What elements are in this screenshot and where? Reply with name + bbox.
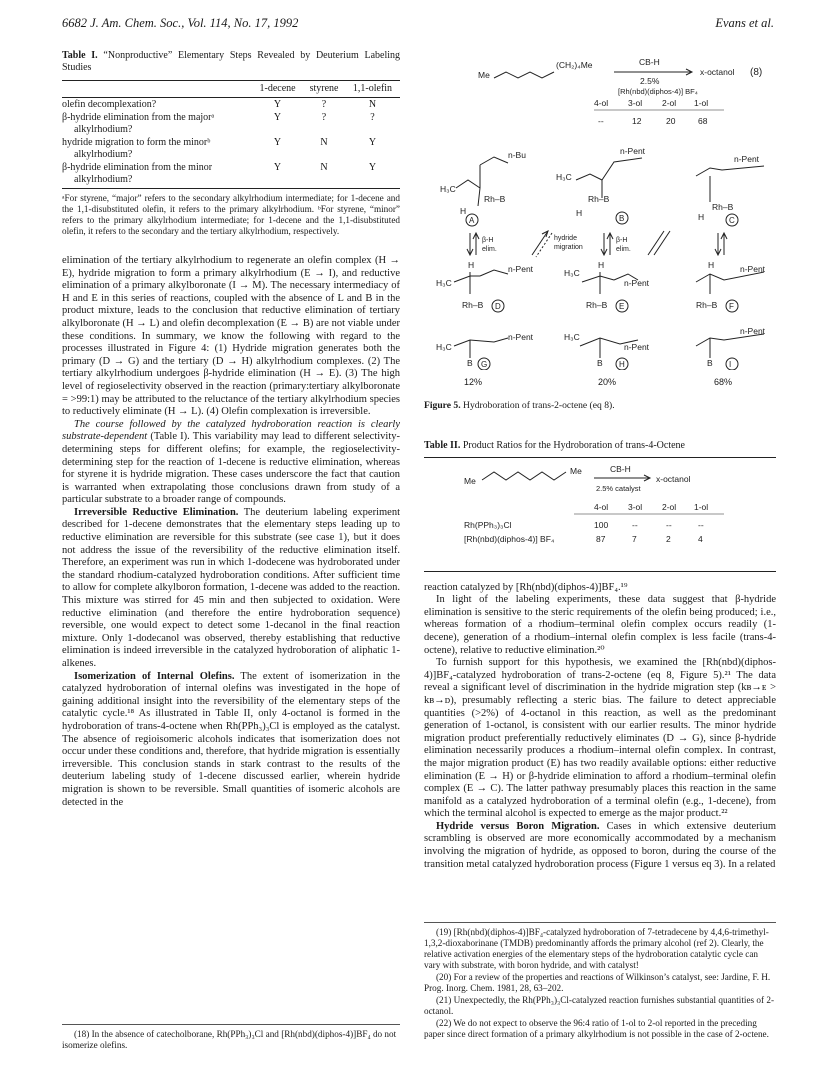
fig5-boron: B (707, 358, 713, 368)
right-column (424, 50, 776, 871)
running-head-right: Evans et al. (715, 16, 774, 30)
fig5-substituent: n-Pent (740, 326, 766, 336)
left-footnotes (62, 1024, 400, 1052)
table-row (62, 161, 400, 189)
table1 (62, 80, 400, 189)
body-paragraph: In light of the labeling experiments, these data suggest that β-hydride elimination is sensitive to the steric requirements of the olefin being produced; i.e., whereas formation of a rhodium–terminal olefin complex occurs readily (1-decene), generation of a rhodium–internal olefin complex is less facile (trans-4-octene), relative to reductive elimination.²⁰ (424, 594, 776, 656)
body-paragraph: The course followed by the catalyzed hydroboration reaction is clearly substrate-dependent (Table I). This variability may lead to different selectivity-determining steps for different olefins; for example, the regioselectivity-determining step for the reaction of 1-decene is reductive elimination, whereas for styrene it is hydride migration. These cases underscore the fact that caution is warranted when extrapolating those conclusions drawn from study of a particular substrate to a broader range of compounds. (62, 418, 400, 506)
body-paragraph: elimination of the tertiary alkylrhodium to regenerate an olefin complex (H → E), hydride migration to form a primary alkylrhodium (E → I), and reductive elimination of a primary alkylboronate (I → M). The necessary intermediacy of H and E in this series of reactions, coupled with the absence of L and B in the product mixture, leads to the conclusion that reductive elimination of tertiary alkylboronate (H → L) and olefin decomplexation (E → B) are not viable under these conditions. In summary, we know the following with regard to the processes illustrated in Figure 4: (1) Hydride migration generates both the primary (D → G) and the tertiary (D → H) alkylrhodium complexes. (2) The tertiary alkylrhodium undergoes β-hydride elimination (H → E). (3) The high level of regioselectivity observed in the reaction (primary:tertiary alkylboronate = >99:1) may be attributed to the reluctance of the tertiary alkylrhodium species to reductively eliminate (H → L). (4) Olefin complexation is irreversible. (62, 255, 400, 418)
table1-step: olefin decomplexation? (62, 98, 157, 110)
table2-catalyst: Rh(PPh₃)₃Cl (464, 519, 512, 530)
figure5 (424, 50, 776, 440)
eq8-product: x-octanol (700, 67, 735, 77)
fig5-hydrogen: H (708, 260, 715, 270)
footnote: (18) In the absence of catecholborane, Rh(PPh₃)₃Cl and [Rh(nbd)(diphos-4)]BF₄ do not isomerize olefins. (62, 1029, 397, 1050)
table1-cell: N (320, 137, 328, 148)
fig5-intermediate-f: F (729, 302, 734, 311)
table2-cell: -- (666, 519, 672, 530)
table2-cell: 2 (666, 533, 671, 544)
footnote: (20) For a review of the properties and reactions of Wilkinson’s catalyst, see: Jardine, F. H. Prog. Inorg. Chem. 1981, 28, 63–202. (424, 972, 771, 993)
fig5-methyl: H₃C (556, 172, 572, 182)
section-heading: Irreversible Reductive Elimination. (74, 506, 239, 518)
figure5-scheme (424, 50, 776, 370)
table2-cell: -- (698, 519, 704, 530)
right-footnotes (424, 922, 776, 1041)
fig5-substituent: n-Pent (620, 146, 646, 156)
table1-footnote: ᵃFor styrene, “major” refers to the secondary alkylrhodium intermediate; for 1-decene and the 1,1-disubstituted olefin, it refers to the primary alkylrhodium. ᵇFor styrene, “minor” refers to the primary alkylrhodium intermediate; for 1-decene and the 1,1-disubstituted olefin, it refers to the secondary and the tertiary alkylrhodium, respectively. (62, 193, 400, 236)
right-body-text (424, 582, 776, 872)
body-paragraph: Isomerization of Internal Olefins. The extent of isomerization in the catalyzed hydroboration of internal olefins was investigated in the hope of gaining additional insight into the reversibility of the elementary steps of the catalytic cycle.¹⁸ As illustrated in Table II, only 4-octanol is formed in the hydroboration of trans-4-octene when Rh(PPh₃)₃Cl is employed as the catalyst. The absence of regioisomeric alcohols indicates that isomerization does not occur under these conditions and, therefore, that hydride migration is essentially irreversible. This conclusion stands in stark contrast to the results of the deuterium labeling study of 1-decene discussed earlier, wherein hydride migration is shown to be reversible. Small quantities of isomeric alcohols are detected in the (62, 670, 401, 808)
fig5-percent: 20% (598, 377, 617, 387)
fig5-product-i: I (729, 360, 732, 369)
fig5-substituent: n-Pent (508, 332, 534, 342)
eq8-position: 4-ol (594, 98, 609, 108)
fig5-intermediate-e: E (619, 302, 625, 311)
fig5-step-label: hydride (554, 235, 577, 242)
eq8-position: 3-ol (628, 98, 643, 108)
fig5-step-label: elim. (616, 246, 631, 253)
table2-scheme (424, 458, 776, 573)
table-row (62, 136, 400, 161)
table1-cell: Y (368, 137, 377, 148)
table1-cell: ? (370, 112, 375, 123)
fig5-product-h: H (619, 360, 625, 369)
fig5-intermediate-b: B (619, 214, 625, 223)
figure5-caption (424, 400, 776, 413)
fig5-substituent: n-Pent (624, 278, 650, 288)
page-header (62, 16, 774, 36)
fig5-percent: 12% (464, 377, 483, 387)
table1-col-header: 1-decene (252, 81, 303, 98)
table2-title-text: Product Ratios for the Hydroboration of trans-4-Octene (462, 440, 685, 451)
fig5-substituent: n-Pent (740, 264, 766, 274)
table2-cell: 87 (596, 533, 606, 544)
fig5-percent: 68% (714, 377, 733, 387)
table2-col-header: 4-ol (594, 501, 609, 512)
fig5-hydrogen: H (460, 206, 467, 216)
fig5-intermediate-a: A (469, 216, 475, 225)
table1-col-header: 1,1-olefin (345, 81, 400, 98)
table1-label: Table I. (62, 50, 98, 61)
eq8-position: 1-ol (694, 98, 709, 108)
eq8-position: 2-ol (662, 98, 677, 108)
table2-title (424, 440, 776, 453)
table1-cell: Y (345, 161, 400, 189)
eq8-reagent: CB-H (639, 57, 660, 67)
table-row (62, 97, 400, 111)
table2 (424, 457, 776, 572)
table1-cell: N (368, 98, 377, 110)
table2-col-header: 2-ol (662, 501, 677, 512)
fig5-boron: B (597, 358, 603, 368)
running-head-left: 6682 J. Am. Chem. Soc., Vol. 114, No. 17, 1992 (62, 16, 299, 30)
fig5-hydrogen: H (698, 212, 705, 222)
table2-catalyst-loading: 2.5% catalyst (596, 483, 641, 493)
fig5-rhodium-boryl: Rh–B (484, 194, 506, 204)
table2-end-label: Me (570, 465, 582, 476)
fig5-methyl: H₃C (440, 184, 456, 194)
fig5-rhodium-boryl: Rh–B (588, 194, 610, 204)
table2-start-label: Me (464, 475, 476, 486)
footnote: (21) Unexpectedly, the Rh(PPh₃)₃Cl-catalyzed reaction furnishes substantial quantities of 2-octanol. (424, 995, 774, 1016)
eq8-value: -- (598, 116, 604, 126)
fig5-substituent: n-Pent (734, 154, 760, 164)
table1-title-text: “Nonproductive” Elementary Steps Revealed by Deuterium Labeling Studies (62, 50, 401, 73)
table1-cell: ? (321, 98, 327, 110)
fig5-substituent: n-Pent (624, 342, 650, 352)
fig5-substituent: n-Pent (508, 264, 534, 274)
table1-step: β-hydride elimination from the majorᵃ alkylrhodium? (62, 112, 215, 135)
eq8-number: (8) (750, 67, 763, 78)
table2-cell: 100 (594, 519, 609, 530)
body-paragraph: Hydride versus Boron Migration. Cases in which extensive deuterium scrambling is observed are more economically accommodated by a mechanism involving the migration of hydride, as opposed to boron, during the course of the transition metal catalyzed hydroboration process (Figure 1 versus eq 3). In a related (424, 820, 776, 870)
table1-cell: ? (321, 112, 327, 123)
fig5-rhodium-boryl: Rh–B (712, 202, 734, 212)
fig5-rhodium-boryl: Rh–B (586, 300, 608, 310)
table1-cell: N (303, 161, 345, 189)
fig5-hydrogen: H (576, 208, 583, 218)
table2-cell: 7 (632, 533, 637, 544)
eq8-substituent: (CH₂)₄Me (556, 60, 593, 70)
fig5-intermediate-c: C (729, 216, 735, 225)
fig5-substituent: n-Bu (508, 150, 526, 160)
fig5-hydrogen: H (468, 260, 475, 270)
eq8-value: 20 (666, 116, 676, 126)
eq8-start-label: Me (478, 70, 490, 80)
table2-col-header: 3-ol (628, 501, 643, 512)
table2-col-header: 1-ol (694, 501, 709, 512)
body-paragraph: Irreversible Reductive Elimination. The deuterium labeling experiment described for 1-decene demonstrates that the elementary steps leading up to reductive elimination are reversible for this substrate (see case 1), but it does not address the issue of the reversibility of the reductive elimination itself. Therefore, an experiment was run in which 1-dodecene was hydroborated under the standard rhodium-catalyzed hydroboration conditions. After sufficient time to allow for complete alkylboron formation, 1-decene was added to the reaction. This mixture was stirred for 45 min and then subjected to oxidation. Were reductive elimination (and therefore the entire hydroboration sequence) reversible, one would expect to detect some 1-decanol in the final reaction mixture. Only 1-dodecanol was observed, thereby establishing that reductive elimination is indeed irreversible in the catalyzed hydroboration of aliphatic 1-alkenes. (62, 506, 401, 669)
fig5-rhodium-boryl: Rh–B (462, 300, 484, 310)
fig5-step-label: β-H (482, 237, 494, 244)
figure5-caption-label: Figure 5. (424, 400, 461, 411)
section-heading: Isomerization of Internal Olefins. (74, 670, 235, 682)
table1-step: β-hydride elimination from the minor alkylrhodium? (62, 161, 252, 189)
fig5-methyl: H₃C (436, 342, 452, 352)
eq8-value: 12 (632, 116, 642, 126)
section-heading: Hydride versus Boron Migration. (436, 820, 600, 832)
fig5-methyl: H₃C (564, 332, 580, 342)
footnote: (19) [Rh(nbd)(diphos-4)]BF₄-catalyzed hydroboration of 7-tetradecene by 4,4,6-trimethyl-1,3,2-dioxaborinane (TMDB) predominantly affords the primary alcohol (ref 2). Clearly, the relative activation energies of the elementary steps of the hydroboration catalytic cycle can vary with substrate, with boron hydride, and with catalyst! (424, 927, 769, 970)
body-paragraph: To furnish support for this hypothesis, we examined the [Rh(nbd)(diphos-4)]BF₄-catalyzed hydroboration of trans-2-octene (eq 8, Figure 5).²¹ The data reveal a significant level of discrimination in the hydride migration step (kʙ→ᴇ > kʙ→ᴅ), presumably reflecting a steric bias. The failure to detect appreciable quantities (>2%) of 4-octanol in this reaction, as well as the predominant generation of 1-octanol, is consistent with our earlier results. The minor hydride migration product preferentially reductively eliminates (D → G), since β-hydride elimination necessarily produces a rhodium–internal olefin complex. In contrast, the major migration product (E) has two readily available options: either reductive elimination (E → H) or β-hydride elimination to afford a rhodium–terminal olefin complex (E → C). The latter pathway presumably places this reaction in the same manifold as a catalyzed hydroboration of a terminal olefin (e.g., 1-decene), from which the terminal alcohol is expected to emerge as the major product.²² (424, 657, 776, 820)
italic-emphasis: The course followed by the catalyzed hydroboration reaction is clearly substrate-dependent (62, 418, 400, 443)
table1-cell: Y (273, 98, 282, 110)
fig5-rhodium-boryl: Rh–B (696, 300, 718, 310)
fig5-step-label: migration (554, 244, 583, 251)
table2-cell: -- (632, 519, 638, 530)
table-row (62, 111, 400, 136)
footnote: (22) We do not expect to observe the 96:4 ratio of 1-ol to 2-ol reported in the preceding paper since direct formation of a primary alkylrhodium is not possible in the case of 2-octene. (424, 1018, 769, 1039)
table1-step: hydride migration to form the minorᵇ alkylrhodium? (62, 137, 211, 160)
eq8-catalyst: [Rh(nbd)(diphos-4)] BF₄ (618, 87, 698, 96)
figure5-caption-text: Hydroboration of trans-2-octene (eq 8). (463, 400, 615, 411)
table1-col-header: styrene (303, 81, 345, 98)
table1-title (62, 50, 400, 74)
body-paragraph: reaction catalyzed by [Rh(nbd)(diphos-4)]BF₄.¹⁹ (424, 581, 628, 593)
fig5-intermediate-d: D (495, 302, 501, 311)
fig5-methyl: H₃C (436, 278, 452, 288)
fig5-step-label: elim. (482, 246, 497, 253)
fig5-product-g: G (481, 360, 488, 369)
fig5-hydrogen: H (598, 260, 605, 270)
left-column (62, 50, 400, 809)
table2-cell: 4 (698, 533, 703, 544)
fig5-boron: B (467, 358, 473, 368)
table2-product: x-octanol (656, 473, 691, 484)
table2-label: Table II. (424, 440, 461, 451)
table1-cell: Y (273, 112, 282, 123)
eq8-catalyst-loading: 2.5% (640, 76, 660, 86)
table2-reagent: CB-H (610, 463, 631, 474)
eq8-value: 68 (698, 116, 708, 126)
fig5-step-label: β-H (616, 237, 628, 244)
fig5-methyl: H₃C (564, 268, 580, 278)
table1-cell: Y (273, 137, 282, 148)
fig5-percent-row (424, 376, 776, 390)
table2-catalyst: [Rh(nbd)(diphos-4)] BF₄ (464, 533, 555, 544)
table1-cell: Y (252, 161, 303, 189)
